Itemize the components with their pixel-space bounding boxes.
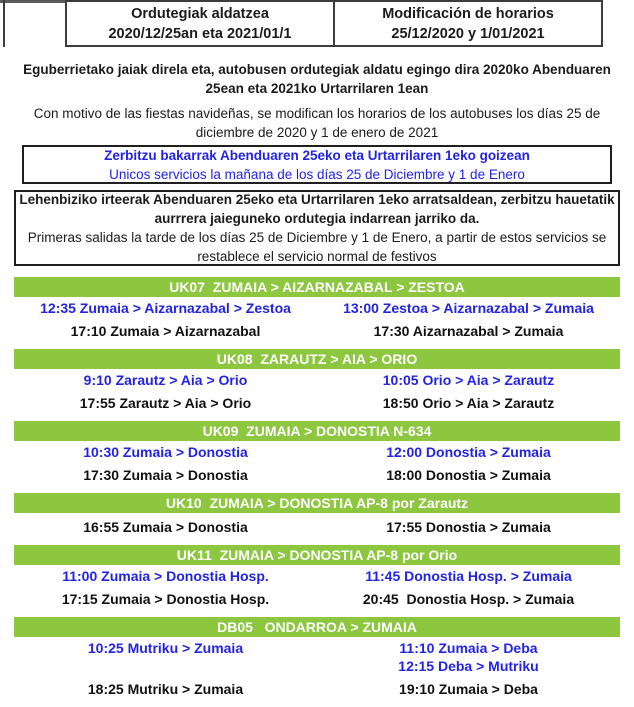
schedule-column-right	[317, 394, 620, 412]
schedule-entry: 16:55 Zumaia > Donostia	[83, 519, 248, 535]
schedule-entry: 10:30 Zumaia > Donostia	[83, 444, 248, 460]
schedule-column-right	[317, 443, 620, 461]
intro-text-es: Con motivo de las fiestas navideñas, se modifican los horarios de los autobuses los días 25 de diciembre de 2020 y 1 de enero de 2021	[33, 106, 601, 140]
schedule-column-right	[317, 680, 620, 698]
schedule-column-right	[317, 567, 620, 585]
schedule-entry: 12:00 Donostia > Zumaia	[386, 444, 551, 460]
page-left-rule	[3, 0, 5, 47]
schedule-entry: 19:10 Zumaia > Deba	[399, 681, 538, 697]
schedule-row	[14, 518, 620, 536]
route-banner: DB05 ONDARROA > ZUMAIA	[14, 617, 620, 637]
header-title-eu: Ordutegiak aldatzea	[131, 5, 269, 22]
header-table	[65, 0, 603, 47]
schedule-entry: 12:15 Deba > Mutriku	[398, 658, 539, 674]
header-dates-eu: 2020/12/25an eta 2021/01/1	[108, 25, 292, 42]
schedule-entry: 17:55 Donostia > Zumaia	[386, 519, 551, 535]
header-cell-spanish	[335, 2, 601, 45]
schedule-column-left	[14, 590, 317, 608]
schedule-entry: 12:35 Zumaia > Aizarnazabal > Zestoa	[40, 300, 291, 316]
schedule-column-left	[14, 680, 317, 698]
route-sections	[14, 277, 620, 707]
schedule-column-left	[14, 466, 317, 484]
schedule-entry: 11:10 Zumaia > Deba	[399, 640, 538, 656]
schedule-column-right	[317, 518, 620, 536]
intro-paragraph	[17, 60, 617, 142]
route-section	[14, 277, 620, 340]
schedule-column-right	[317, 639, 620, 675]
schedule-column-right	[317, 322, 620, 340]
schedule-column-left	[14, 394, 317, 412]
notice-morning-es: Unicos servicios la mañana de los días 25 de Diciembre y 1 de Enero	[109, 166, 525, 182]
schedule-entry: 11:45 Donostia Hosp. > Zumaia	[365, 568, 572, 584]
schedule-row	[14, 590, 620, 608]
schedule-column-right	[317, 371, 620, 389]
notice-afternoon-box	[14, 190, 620, 266]
schedule-column-left	[14, 443, 317, 461]
schedule-column-left	[14, 371, 317, 389]
schedule-entry: 13:00 Zestoa > Aizarnazabal > Zumaia	[343, 300, 594, 316]
route-section	[14, 421, 620, 484]
schedule-entry: 10:25 Mutriku > Zumaia	[87, 640, 244, 656]
route-section	[14, 617, 620, 698]
notice-afternoon-eu: Lehenbiziko irteerak Abenduaren 25eko eta Urtarrilaren 1eko arratsaldean, zerbitzu hauetatik aurrrera jaieguneko ordutegia indarrean jarriko da.	[19, 192, 615, 226]
schedule-entry: 17:15 Zumaia > Donostia Hosp.	[61, 591, 270, 607]
header-title-es: Modificación de horarios	[382, 5, 554, 22]
schedule-row	[14, 680, 620, 698]
schedule-entry: 11:00 Zumaia > Donostia Hosp.	[62, 568, 269, 584]
schedule-row	[14, 299, 620, 317]
route-banner: UK11 ZUMAIA > DONOSTIA AP-8 por Orio	[14, 545, 620, 565]
schedule-row	[14, 394, 620, 412]
schedule-entry: 18:50 Orio > Aia > Zarautz	[382, 395, 555, 411]
header-dates-es: 25/12/2020 y 1/01/2021	[391, 25, 545, 42]
schedule-column-left	[14, 322, 317, 340]
schedule-column-right	[317, 466, 620, 484]
schedule-entry: 18:00 Donostia > Zumaia	[386, 467, 551, 483]
schedule-column-left	[14, 567, 317, 585]
header-cell-basque	[67, 2, 335, 45]
schedule-row	[14, 371, 620, 389]
schedule-entry: 18:25 Mutriku > Zumaia	[87, 681, 244, 697]
schedule-row	[14, 567, 620, 585]
schedule-entry: 17:10 Zumaia > Aizarnazabal	[70, 323, 261, 339]
route-section	[14, 545, 620, 608]
schedule-entry: 20:45 Donostia Hosp. > Zumaia	[362, 591, 575, 607]
schedule-entry: 17:55 Zarautz > Aia > Orio	[79, 395, 252, 411]
schedule-row	[14, 466, 620, 484]
schedule-column-left	[14, 299, 317, 317]
notice-afternoon-es: Primeras salidas la tarde de los días 25 de Diciembre y 1 de Enero, a partir de estos servicios se restablece el servicio normal de festivos	[27, 230, 607, 264]
schedule-entry: 17:30 Zumaia > Donostia	[83, 467, 248, 483]
schedule-column-right	[317, 299, 620, 317]
schedule-row	[14, 322, 620, 340]
notice-morning-eu: Zerbitzu bakarrak Abenduaren 25eko eta Urtarrilaren 1eko goizean	[104, 147, 530, 163]
schedule-entry: 9:10 Zarautz > Aia > Orio	[83, 372, 248, 388]
schedule-row	[14, 443, 620, 461]
schedule-column-left	[14, 639, 317, 675]
route-banner: UK09 ZUMAIA > DONOSTIA N-634	[14, 421, 620, 441]
schedule-column-left	[14, 518, 317, 536]
notice-morning-box	[22, 145, 612, 184]
intro-text-eu: Eguberrietako jaiak direla eta, autobusen ordutegiak aldatu egingo dira 2020ko Abenduaren 25ean eta 2021ko Urtarrilaren 1ean	[23, 62, 611, 96]
schedule-row	[14, 639, 620, 675]
route-banner: UK07 ZUMAIA > AIZARNAZABAL > ZESTOA	[14, 277, 620, 297]
schedule-entry: 17:30 Aizarnazabal > Zumaia	[373, 323, 564, 339]
schedule-column-right	[317, 590, 620, 608]
route-section	[14, 493, 620, 536]
schedule-entry: 10:05 Orio > Aia > Zarautz	[382, 372, 555, 388]
route-banner: UK08 ZARAUTZ > AIA > ORIO	[14, 349, 620, 369]
route-banner: UK10 ZUMAIA > DONOSTIA AP-8 por Zarautz	[14, 493, 620, 513]
route-section	[14, 349, 620, 412]
